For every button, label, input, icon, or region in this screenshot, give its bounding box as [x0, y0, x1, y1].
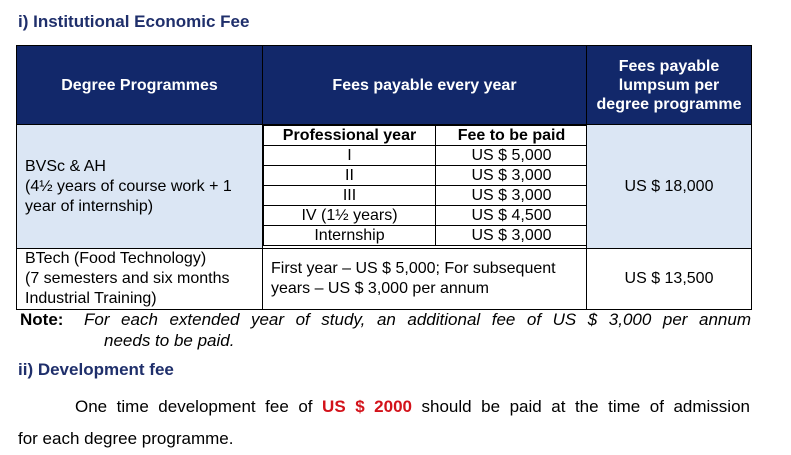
header-fees-lumpsum: Fees payable lumpsum per degree programme	[587, 46, 752, 125]
table-row	[264, 226, 588, 246]
fee-amount: US $ 3,000	[436, 186, 588, 206]
professional-year: III	[264, 186, 436, 206]
program-bvsc-name: BVSc & AH	[25, 157, 106, 175]
note-text-line1: For each extended year of study, an additional fee of US $ 3,000 per annum	[84, 310, 751, 329]
table-row	[264, 186, 588, 206]
fee-amount: US $ 4,500	[436, 206, 588, 226]
note-label: Note:	[20, 310, 64, 329]
program-bvsc	[17, 125, 263, 249]
development-fee-amount: US $ 2000	[322, 397, 412, 416]
bvsc-yearly-fees	[263, 125, 587, 249]
program-bvsc-duration: (4½ years of course work + 1 year of internship)	[25, 177, 232, 215]
inner-header-professional-year: Professional year	[264, 126, 436, 146]
development-text-after: should be paid at the time of admission	[412, 397, 750, 416]
development-fee-paragraph	[18, 391, 750, 455]
development-fee-line1	[18, 391, 750, 423]
fee-amount: US $ 3,000	[436, 166, 588, 186]
inner-header-fee-to-be-paid: Fee to be paid	[436, 126, 588, 146]
table-row-btech	[17, 249, 752, 310]
fee-amount: US $ 5,000	[436, 146, 588, 166]
section-heading-institutional-fee: i) Institutional Economic Fee	[18, 12, 250, 31]
professional-year: I	[264, 146, 436, 166]
professional-year: Internship	[264, 226, 436, 246]
professional-year: IV (1½ years)	[264, 206, 436, 226]
header-fees-every-year: Fees payable every year	[263, 46, 587, 125]
section-heading-development-fee: ii) Development fee	[18, 360, 174, 379]
btech-yearly-fees: First year – US $ 5,000; For subsequent years – US $ 3,000 per annum	[263, 249, 587, 310]
professional-year: II	[264, 166, 436, 186]
development-text-before: One time development fee of	[75, 397, 323, 416]
header-degree-programmes: Degree Programmes	[17, 46, 263, 125]
development-fee-line2: for each degree programme.	[18, 429, 234, 448]
note-text-line2: needs to be paid.	[104, 331, 235, 350]
fee-table	[16, 45, 752, 310]
table-row-bvsc	[17, 125, 752, 249]
table-row	[264, 146, 588, 166]
program-btech	[17, 249, 263, 310]
bvsc-lumpsum-fee: US $ 18,000	[587, 125, 752, 249]
table-row	[264, 166, 588, 186]
table-row	[264, 206, 588, 226]
btech-lumpsum-fee: US $ 13,500	[587, 249, 752, 310]
fee-amount: US $ 3,000	[436, 226, 588, 246]
program-btech-duration: (7 semesters and six months Industrial Training)	[25, 270, 230, 307]
bvsc-fee-breakdown-table	[263, 125, 588, 246]
program-btech-name: BTech (Food Technology)	[25, 250, 207, 267]
